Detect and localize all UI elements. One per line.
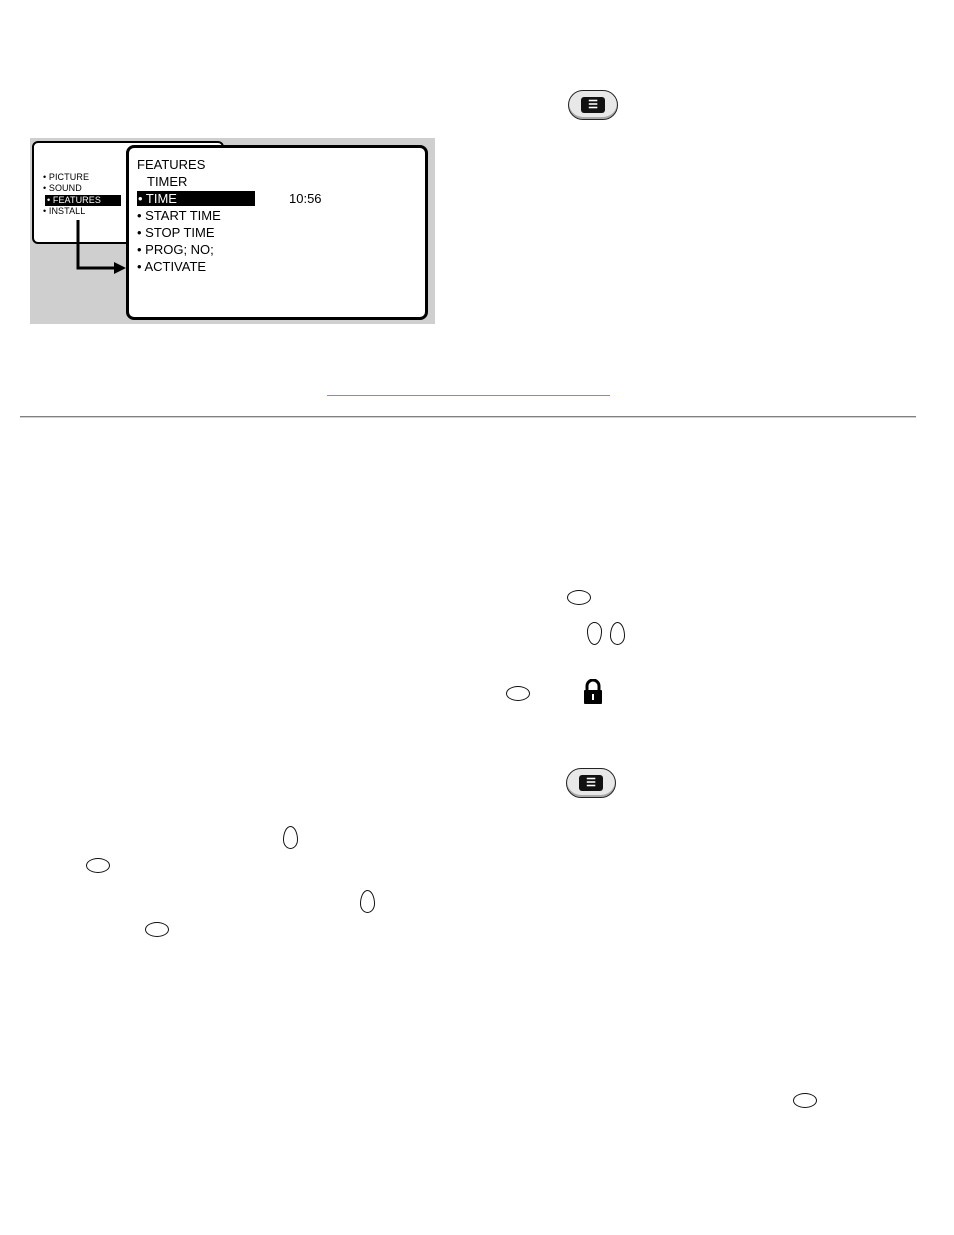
main-menu-item-sound: • SOUND [43,183,82,193]
menu-button-icon: ☰ [568,90,618,120]
cursor-right-button-icon [506,686,530,701]
timer-item-stop-time: • STOP TIME [137,225,215,240]
cursor-right-button-icon [86,858,110,873]
timer-item-time: • TIME [137,191,255,206]
time-value: 10:56 [289,191,322,206]
menu-button-icon: ☰ [566,768,616,798]
cursor-up-button-icon [587,622,602,645]
link-underline[interactable] [327,395,610,396]
main-menu-item-features: • FEATURES [45,195,121,206]
cursor-right-button-icon [145,922,169,937]
cursor-down-button-icon [610,622,625,645]
timer-item-activate: • ACTIVATE [137,259,207,274]
cursor-down-button-icon [283,826,298,849]
horizontal-rule [20,416,916,418]
arrow-connector-icon [70,218,130,278]
main-menu-item-picture: • PICTURE [43,172,90,182]
main-menu-item-install: • INSTALL [43,206,86,216]
lock-icon [582,679,604,705]
cursor-right-button-icon [793,1093,817,1108]
features-menu-panel [126,145,428,320]
cursor-right-button-icon [567,590,591,605]
cursor-down-button-icon [360,890,375,913]
timer-item-prog-no: • PROG; NO; [137,242,214,257]
timer-item-start-time: • START TIME [137,208,221,223]
features-title: FEATURES [137,157,206,172]
timer-submenu-title: TIMER [147,174,188,189]
timer-menu-figure [30,138,435,324]
